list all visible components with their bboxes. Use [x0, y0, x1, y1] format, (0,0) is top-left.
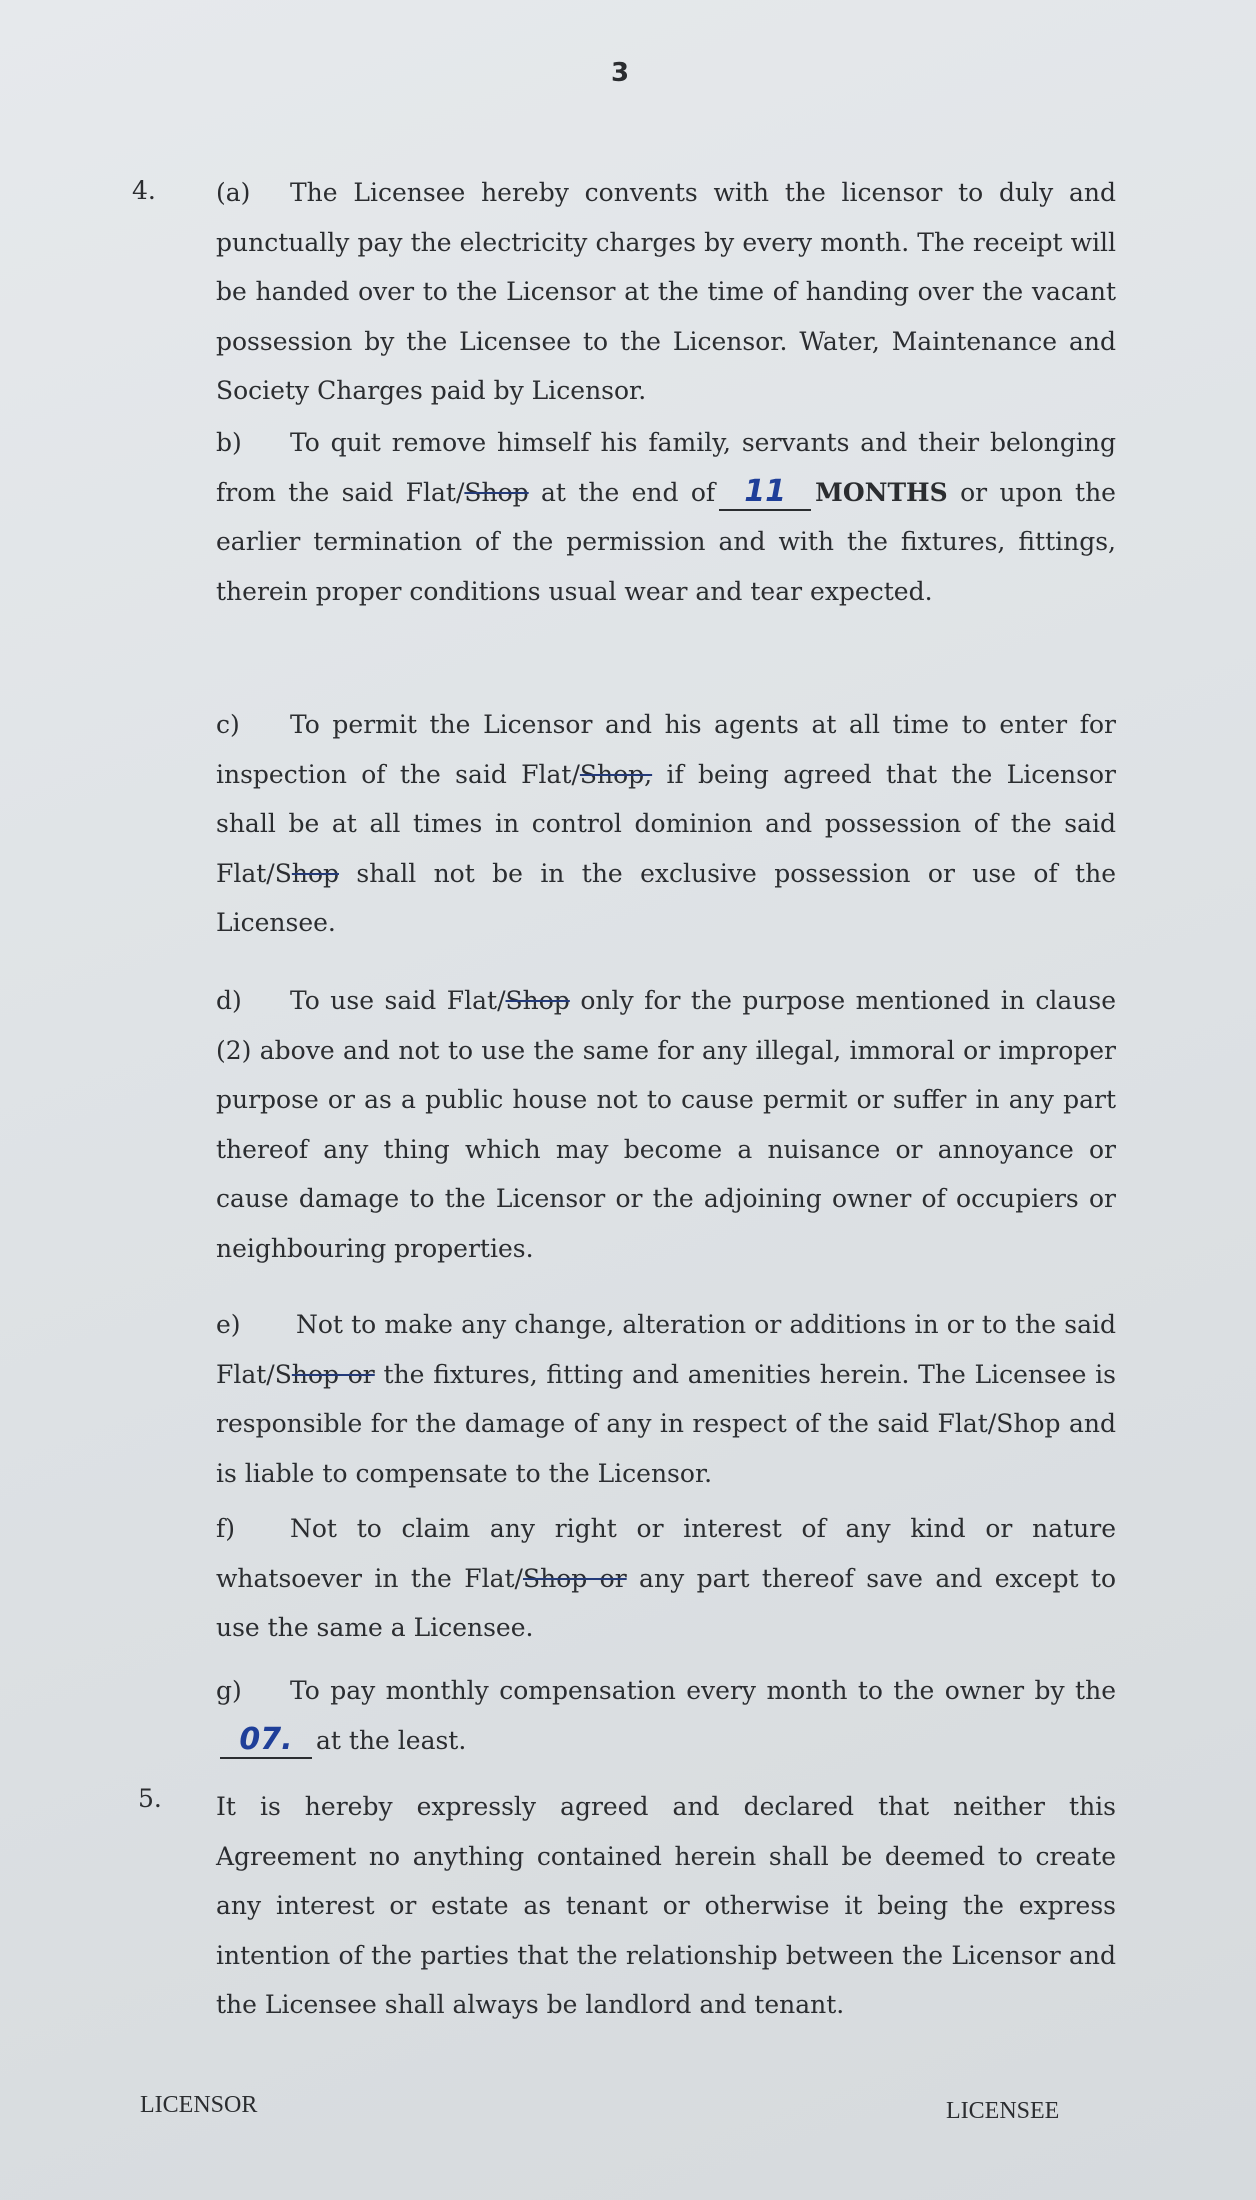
clause-4d	[216, 976, 1116, 1273]
clause-4d-label: d)	[216, 986, 242, 1015]
clause-4c-text-2: if being agreed that the Licensor shall be at all times in control dominion and possession of the said Flat/S	[216, 759, 1116, 888]
clause-4b-struck-text: Shop	[464, 477, 529, 507]
clause-4e	[216, 1300, 1116, 1498]
clause-4e-label: e)	[216, 1310, 241, 1339]
clause-4c-label: c)	[216, 710, 240, 739]
clause-4d-struck-text: Shop	[505, 986, 570, 1015]
clause-4b-label: b)	[216, 428, 242, 457]
payment-day-blank	[220, 1721, 312, 1759]
page-number: 3	[610, 58, 630, 88]
clause-4d-text-1: To use said Flat/	[290, 986, 506, 1015]
clause-4c-text-3: shall not be in the exclusive possession or use of the Licensee.	[216, 858, 1116, 937]
months-blank	[719, 473, 811, 511]
months-label: MONTHS	[815, 477, 948, 507]
clause-4b	[216, 418, 1116, 616]
clause-4a-label: (a)	[216, 178, 251, 207]
handwritten-months: 11	[744, 473, 787, 509]
clause-4g	[216, 1666, 1116, 1765]
clause-4e-struck-text: hop or	[291, 1359, 375, 1389]
licensee-signature-label: LICENSEE	[946, 2098, 1060, 2124]
clause-4g-label: g)	[216, 1676, 242, 1705]
clause-5-text: It is hereby expressly agreed and declared that neither this Agreement no anything contained herein shall be deemed to create any interest or estate as tenant or otherwise it being the express intention of the parties that the relationship between the Licensor and the Licensee shall always be landlord and tenant.	[216, 1792, 1116, 2019]
clause-4b-text-3: or upon the earlier termination of the permission and with the fixtures, fittings, therein proper conditions usual wear and tear expected.	[216, 477, 1116, 606]
handwritten-payment-day: 07.	[239, 1721, 293, 1757]
clause-4g-text-2: at the least.	[316, 1725, 467, 1755]
clause-4-number: 4.	[132, 176, 156, 205]
licensor-signature-label: LICENSOR	[140, 2092, 258, 2118]
clause-5-number: 5.	[138, 1784, 162, 1813]
clause-4c	[216, 700, 1116, 948]
clause-4b-text-2: at the end of	[528, 477, 716, 507]
clause-4f-text-2: any part thereof save and except to use the same a Licensee.	[216, 1563, 1117, 1642]
clause-4c-struck-text-2: hop	[291, 858, 339, 888]
clause-4g-text-1: To pay monthly compensation every month to the owner by the	[290, 1676, 1116, 1705]
clause-4f-struck-text: Shop or	[522, 1563, 627, 1593]
clause-4c-struck-text-1: Shop,	[579, 759, 653, 789]
clause-4f-label: f)	[216, 1514, 236, 1543]
clause-4a-text: The Licensee hereby convents with the licensor to duly and punctually pay the electricity charges by every month. The receipt will be handed over to the Licensor at the time of handing over the vacant possession by the Licensee to the Licensor. Water, Maintenance and Society Charges paid by Licensor.	[216, 178, 1116, 405]
clause-4b-text-1: To quit remove himself his family, servants and their belonging from the said Flat/	[216, 428, 1116, 507]
clause-4e-text-2: the fixtures, fitting and amenities herein. The Licensee is responsible for the damage of any in respect of the said Flat/Shop and is liable to compensate to the Licensor.	[216, 1359, 1116, 1488]
clause-5	[216, 1782, 1116, 2030]
clause-4d-text-2: only for the purpose mentioned in clause (2) above and not to use the same for any illegal, immoral or improper purpose or as a public house not to cause permit or suffer in any part thereof any thing which may become a nuisance or annoyance or cause damage to the Licensor or the adjoining owner of occupiers or neighbouring properties.	[216, 986, 1116, 1263]
clause-4c-text-1: To permit the Licensor and his agents at all time to enter for inspection of the said Flat/	[216, 710, 1116, 789]
clause-4f	[216, 1504, 1116, 1653]
clause-4a	[216, 168, 1116, 416]
clause-4e-text-1: Not to make any change, alteration or additions in or to the said Flat/S	[216, 1310, 1116, 1389]
clause-4f-text-1: Not to claim any right or interest of any kind or nature whatsoever in the Flat/	[216, 1514, 1116, 1593]
